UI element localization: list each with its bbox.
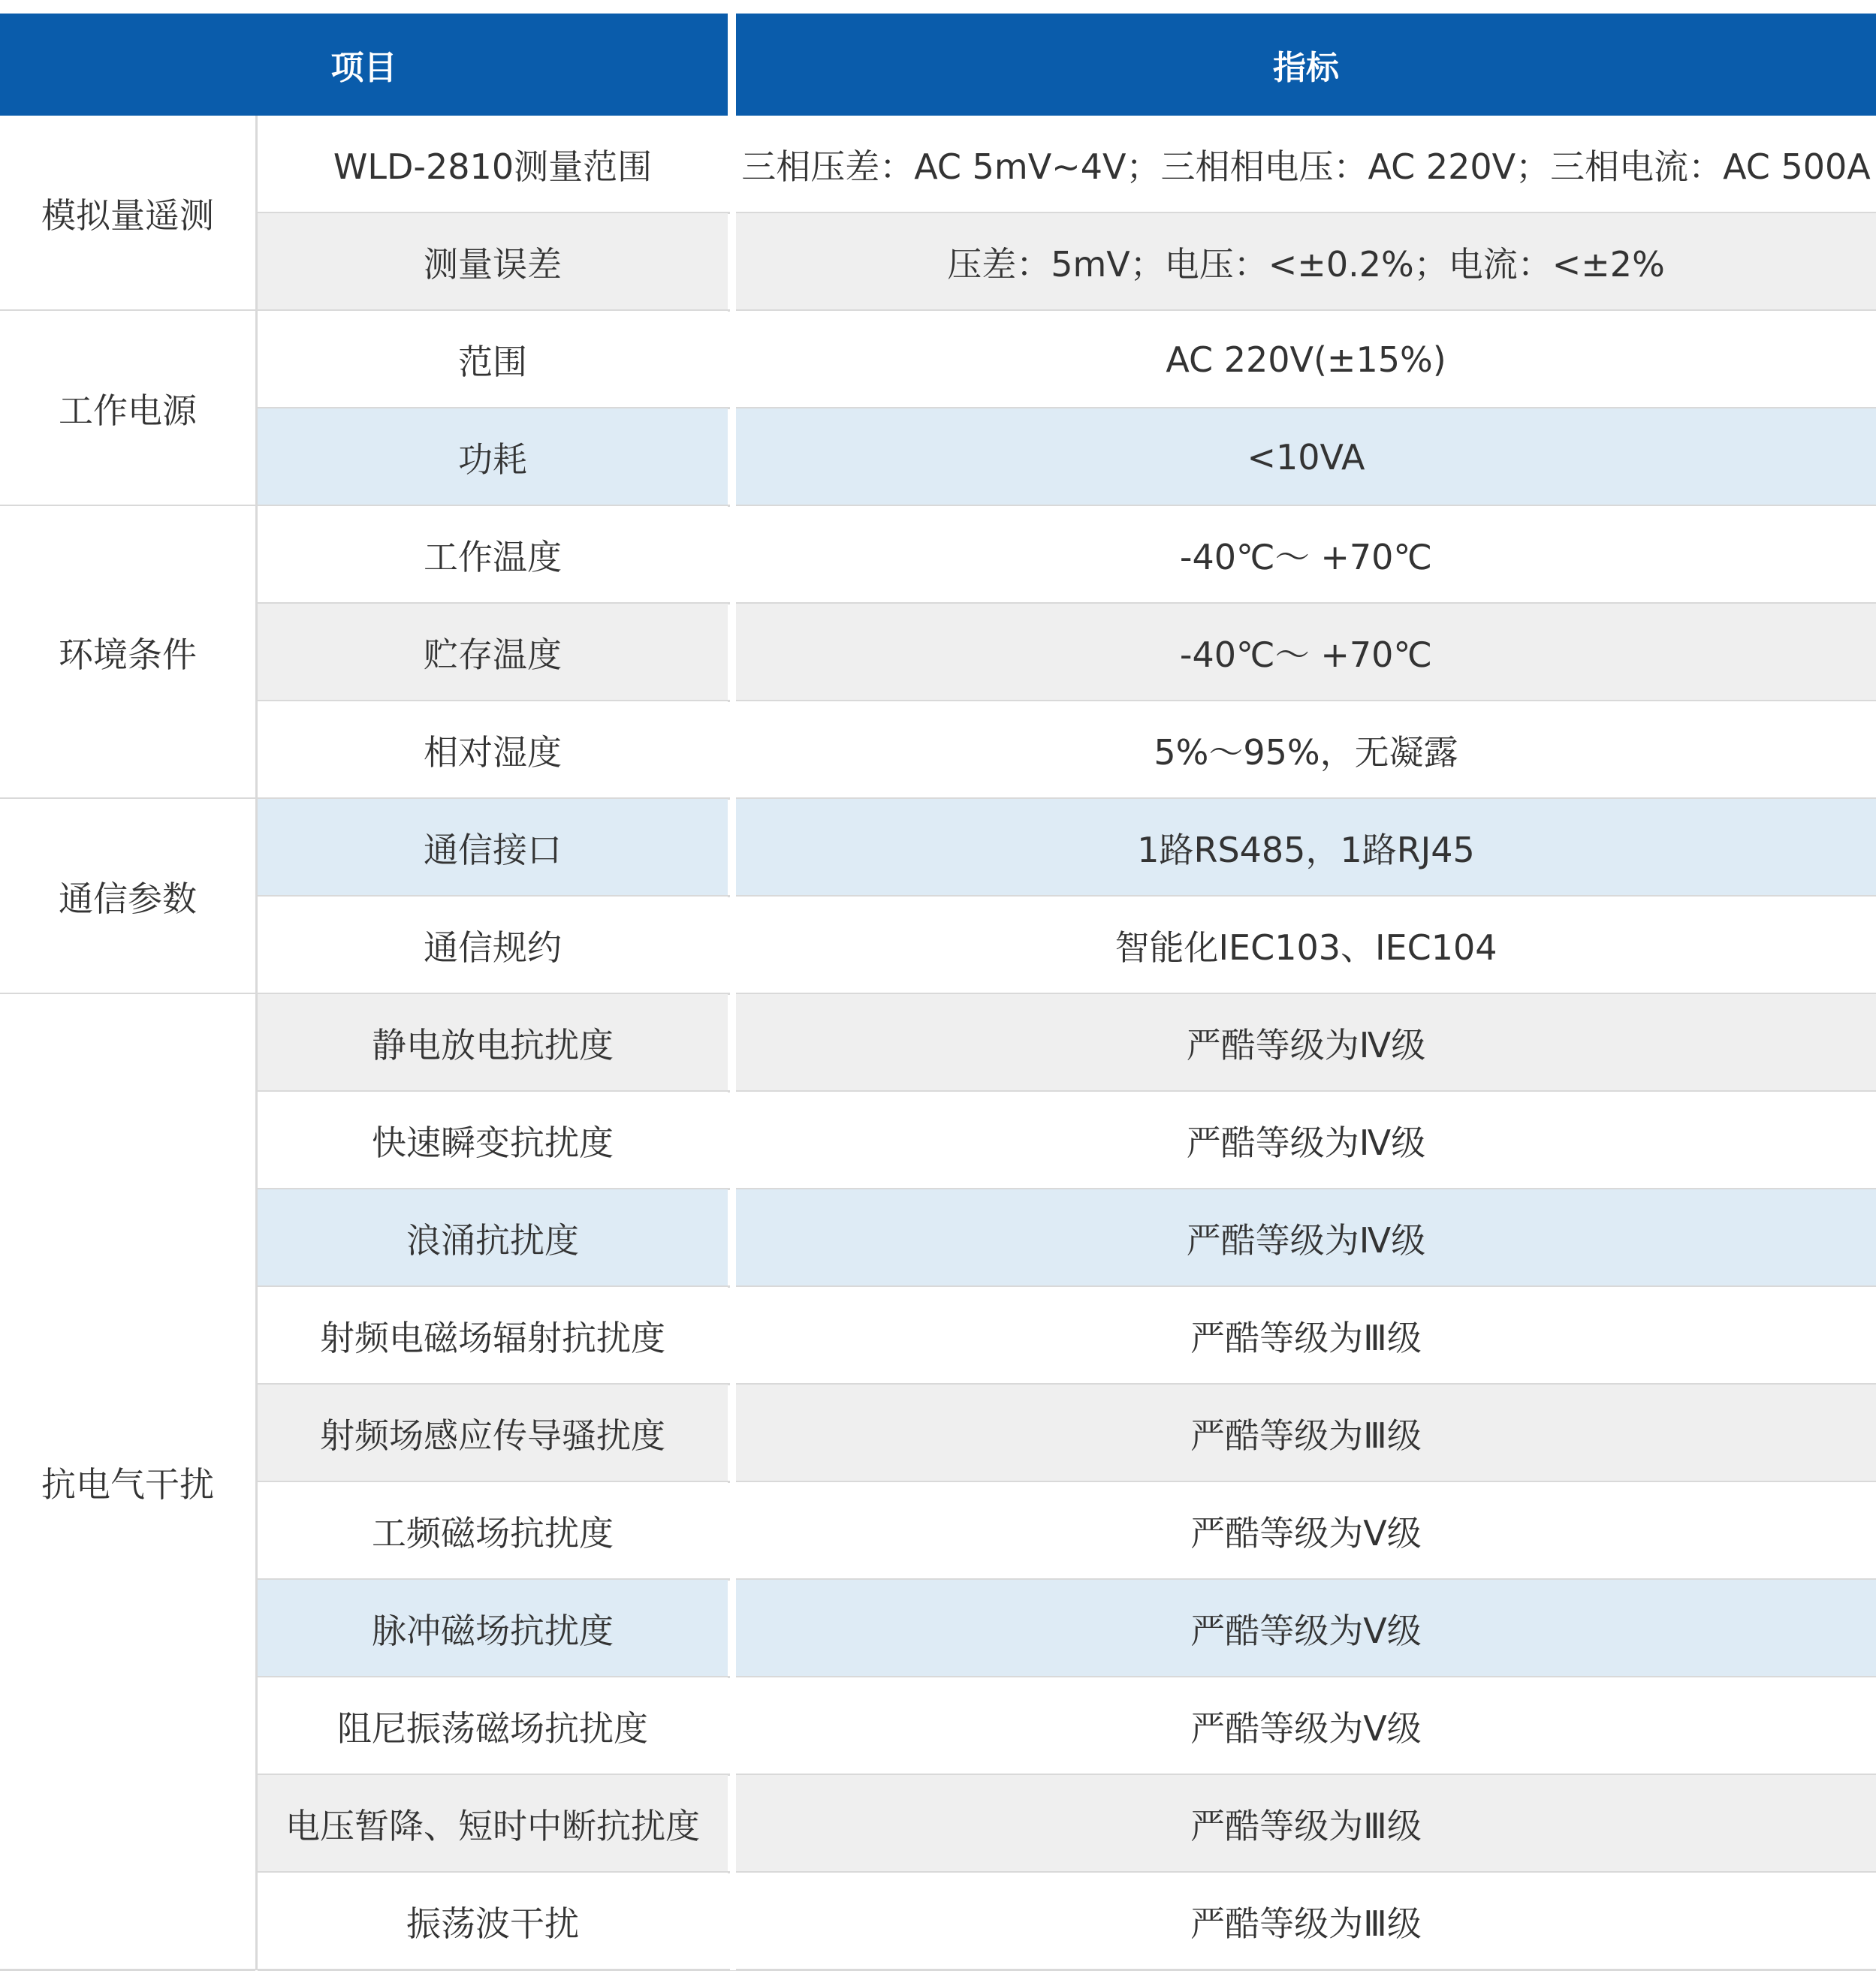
row-item-label: 测量误差 [258, 213, 728, 311]
row-value-label: 严酷等级为Ⅴ级 [736, 1580, 1876, 1677]
row-item-label: 工频磁场抗扰度 [258, 1482, 728, 1580]
row-item-label: 贮存温度 [258, 604, 728, 701]
header-item: 项目 [0, 14, 728, 116]
row-value-label: 严酷等级为Ⅳ级 [736, 994, 1876, 1092]
row-value-label: 严酷等级为Ⅳ级 [736, 1092, 1876, 1189]
row-value-label: 三相压差：AC 5mV~4V；三相相电压：AC 220V；三相电流：AC 500A [736, 116, 1876, 213]
row-item-label: 射频场感应传导骚扰度 [258, 1385, 728, 1482]
row-value-label: 智能化IEC103、IEC104 [736, 897, 1876, 994]
row-item-label: 阻尼振荡磁场抗扰度 [258, 1677, 728, 1775]
row-item-label: 相对湿度 [258, 701, 728, 799]
row-item-label: 振荡波干扰 [258, 1873, 728, 1970]
row-value-label: 严酷等级为Ⅲ级 [736, 1873, 1876, 1970]
row-item-label: 范围 [258, 311, 728, 408]
row-item-label: 通信接口 [258, 799, 728, 897]
group-label: 模拟量遥测 [0, 116, 255, 311]
column-divider [255, 116, 258, 1970]
column-divider [730, 116, 736, 1970]
group-label: 通信参数 [0, 799, 255, 994]
group-label: 环境条件 [0, 506, 255, 799]
row-item-label: 通信规约 [258, 897, 728, 994]
row-item-label: 电压暂降、短时中断抗扰度 [258, 1775, 728, 1873]
row-item-label: 浪涌抗扰度 [258, 1189, 728, 1287]
row-value-label: 严酷等级为Ⅲ级 [736, 1287, 1876, 1385]
group-label: 工作电源 [0, 311, 255, 506]
row-value-label: 1路RS485，1路RJ45 [736, 799, 1876, 897]
header-value: 指标 [736, 14, 1876, 116]
row-item-label: 射频电磁场辐射抗扰度 [258, 1287, 728, 1385]
row-item-label: 功耗 [258, 408, 728, 506]
row-value-label: AC 220V(±15%) [736, 311, 1876, 408]
row-value-label: 严酷等级为Ⅲ级 [736, 1775, 1876, 1873]
row-value-label: 严酷等级为Ⅲ级 [736, 1385, 1876, 1482]
row-item-label: 静电放电抗扰度 [258, 994, 728, 1092]
row-value-label: 严酷等级为Ⅴ级 [736, 1677, 1876, 1775]
row-item-label: WLD-2810测量范围 [258, 116, 728, 213]
row-value-label: 严酷等级为Ⅴ级 [736, 1482, 1876, 1580]
row-value-label: 严酷等级为Ⅳ级 [736, 1189, 1876, 1287]
row-value-label: -40℃～ +70℃ [736, 604, 1876, 701]
row-value-label: 压差：5mV；电压：<±0.2%；电流：<±2% [736, 213, 1876, 311]
row-value-label: -40℃～ +70℃ [736, 506, 1876, 604]
row-item-label: 工作温度 [258, 506, 728, 604]
row-value-label: <10VA [736, 408, 1876, 506]
row-item-label: 快速瞬变抗扰度 [258, 1092, 728, 1189]
row-value-label: 5%～95%，无凝露 [736, 701, 1876, 799]
row-item-label: 脉冲磁场抗扰度 [258, 1580, 728, 1677]
group-label: 抗电气干扰 [0, 994, 255, 1970]
